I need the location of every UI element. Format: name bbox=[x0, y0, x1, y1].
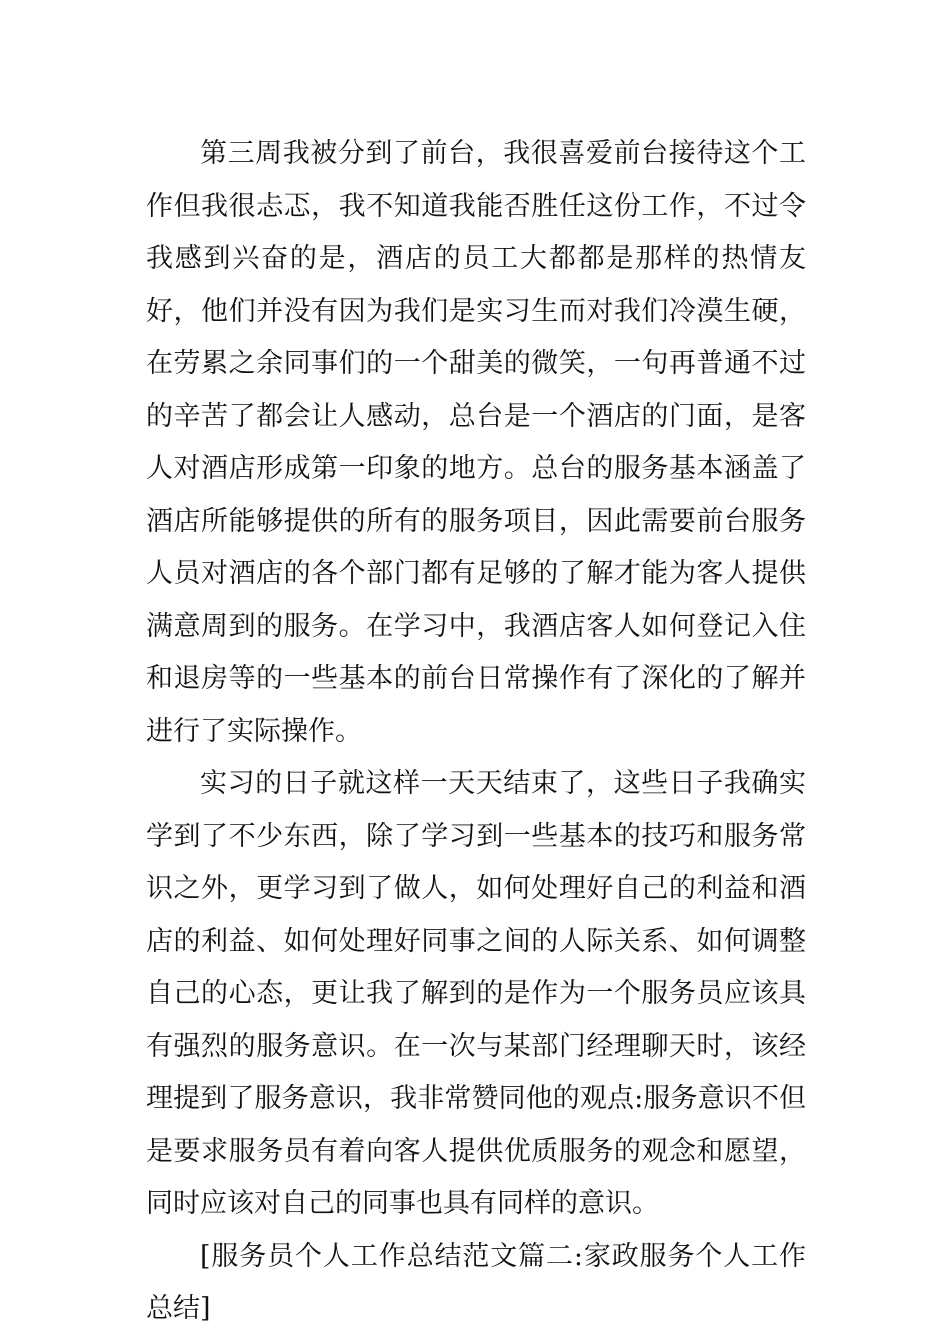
section-heading-next-article: [服务员个人工作总结范文篇二:家政服务个人工作总结] bbox=[146, 1240, 806, 1324]
document-page bbox=[146, 128, 806, 1336]
paragraph-internship-end: 实习的日子就这样一天天结束了，这些日子我确实学到了不少东西，除了学习到一些基本的技巧和服务常识之外，更学习到了做人，如何处理好自己的利益和酒店的利益、如何处理好同事之间的人际关系、如何调整自己的心态，更让我了解到的是作为一个服务员应该具有强烈的服务意识。在一次与某部门经理聊天时，该经理提到了服务意识，我非常赞同他的观点:服务意识不但是要求服务员有着向客人提供优质服务的观念和愿望，同时应该对自己的同事也具有同样的意识。 bbox=[146, 768, 806, 1219]
paragraph-front-desk: 第三周我被分到了前台，我很喜爱前台接待这个工作但我很忐忑，我不知道我能否胜任这份工作，不过令我感到兴奋的是，酒店的员工大都都是那样的热情友好，他们并没有因为我们是实习生而对我们冷漠生硬，在劳累之余同事们的一个甜美的微笑，一句再普通不过的辛苦了都会让人感动，总台是一个酒店的门面，是客人对酒店形成第一印象的地方。总台的服务基本涵盖了酒店所能够提供的所有的服务项目，因此需要前台服务人员对酒店的各个部门都有足够的了解才能为客人提供满意周到的服务。在学习中，我酒店客人如何登记入住和退房等的一些基本的前台日常操作有了深化的了解并进行了实际操作。 bbox=[146, 138, 806, 747]
